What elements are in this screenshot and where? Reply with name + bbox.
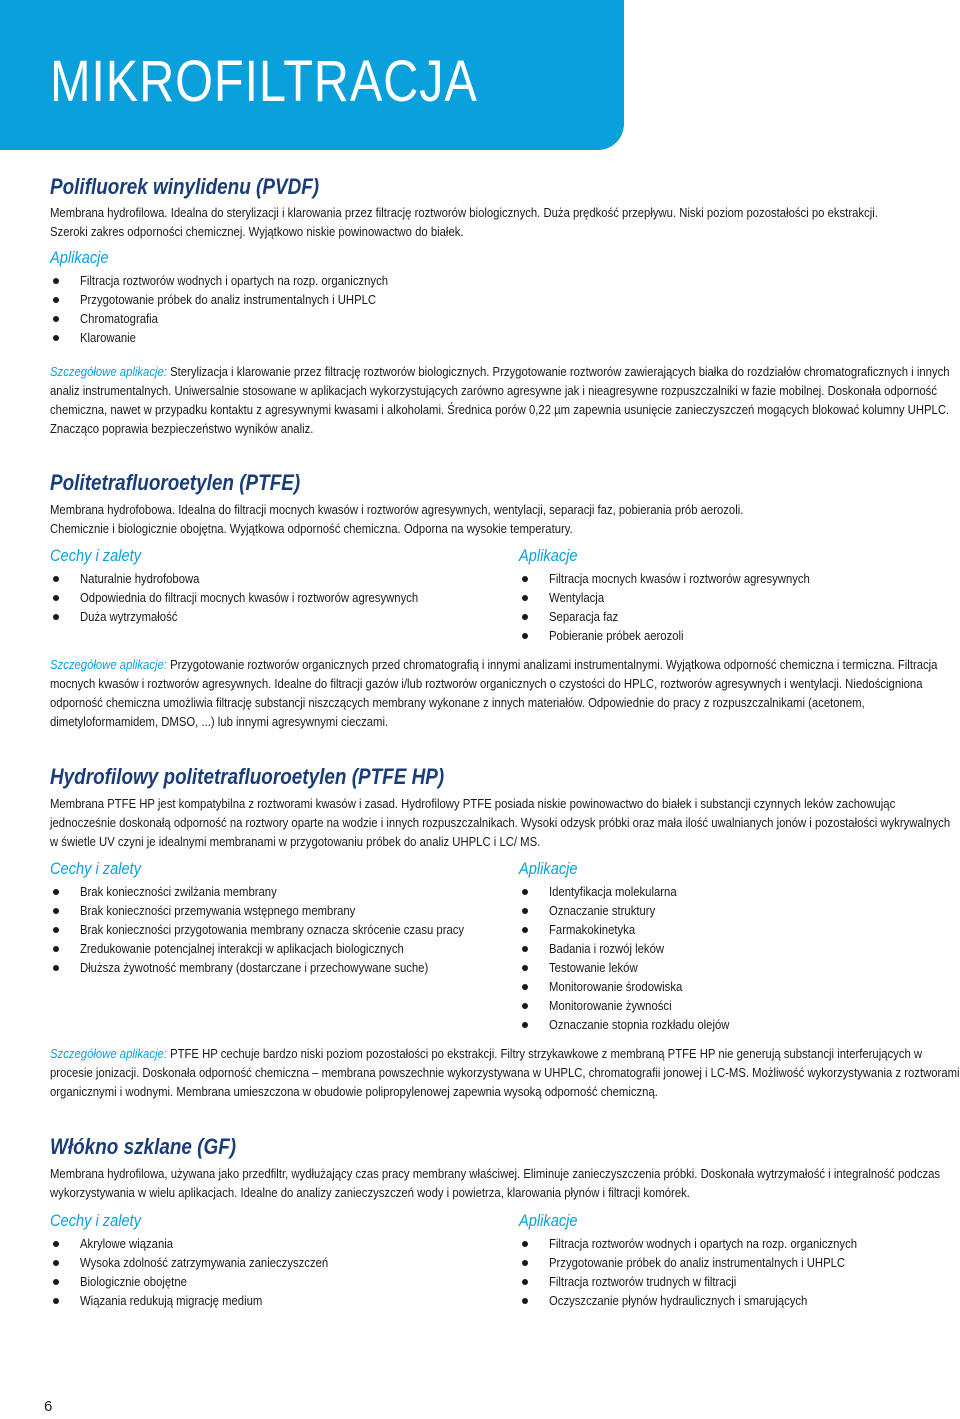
bullet-icon xyxy=(53,278,59,284)
list-item: Badania i rozwój leków xyxy=(519,939,959,958)
bullet-icon xyxy=(522,614,528,620)
bullet-icon xyxy=(522,1279,528,1285)
list-item: Chromatografia xyxy=(50,309,960,328)
list-item: Pobieranie próbek aerozoli xyxy=(519,626,959,645)
bullet-icon xyxy=(53,1241,59,1247)
bullet-icon xyxy=(522,595,528,601)
detailed-applications-label: Szczegółowe aplikacje: xyxy=(50,1046,167,1061)
bullet-icon xyxy=(53,927,59,933)
bullet-icon xyxy=(53,1279,59,1285)
bullet-icon xyxy=(522,946,528,952)
applications-column xyxy=(519,856,959,1034)
bullet-icon xyxy=(522,633,528,639)
list-item: Przygotowanie próbek do analiz instrumentalnych i UHPLC xyxy=(519,1253,959,1272)
list-item: Testowanie leków xyxy=(519,958,959,977)
features-column xyxy=(50,856,490,977)
detailed-applications: Szczegółowe aplikacje: Sterylizacja i klarowanie przez filtrację roztworów biologicznych. Przygotowanie roztworów zawierających białka do rozdziałów chromatograficznych i innych analiz instrumentalnych. Uniwersalnie stosowane w aplikacjach wykorzystujących zarówno agresywne jak i nieagresywne rozpuszczalniki w fazie mobilnej. Doskonała odporność chemiczna, nawet w przypadku kontaktu z agresywnymi kwasami i alkoholami. Średnica porów 0,22 µm zapewnia usunięcie zanieczyszczeń mogących blokować kolumny UHPLC. Znacząco poprawia bezpieczeństwo wyników analiz. xyxy=(50,364,950,436)
list-item: Filtracja roztworów wodnych i opartych na rozp. organicznych xyxy=(50,271,960,290)
bullet-icon xyxy=(53,576,59,582)
bullet-icon xyxy=(522,1022,528,1028)
bullet-icon xyxy=(522,889,528,895)
section-description: Chemicznie i biologicznie obojętna. Wyjątkowa odporność chemiczna. Odporna na wysokie temperatury. xyxy=(50,521,573,536)
list-item: Brak konieczności przygotowania membrany oznacza skrócenie czasu pracy xyxy=(50,920,490,939)
list-item: Monitorowanie środowiska xyxy=(519,977,959,996)
header-banner xyxy=(0,0,624,150)
bullet-icon xyxy=(522,1003,528,1009)
list-item: Filtracja roztworów trudnych w filtracji xyxy=(519,1272,959,1291)
list-item: Przygotowanie próbek do analiz instrumentalnych i UHPLC xyxy=(50,290,960,309)
applications-column xyxy=(519,1208,959,1310)
applications-list xyxy=(519,882,959,1034)
bullet-icon xyxy=(522,984,528,990)
detailed-applications: Szczegółowe aplikacje: Przygotowanie roztworów organicznych przed chromatografią i innymi analizami instrumentalnymi. Wyjątkowa odporność chemiczna i termiczna. Filtracja mocnych kwasów i roztworów agresywnych. Idealne do filtracji gazów i/lub roztworów organicznych o czystości do HPLC, roztworów agresywnych i wentylacji. Niedościgniona odporność chemiczna umożliwia filtrację substancji niszczących membrany wykonane z innych materiałów. Odpowiednie do pracy z rozpuszczalnikami (acetonem, dimetyloformamidem, DMSO, ...) lub innymi agresywnymi cieczami. xyxy=(50,657,938,729)
applications-list xyxy=(50,271,960,347)
bullet-icon xyxy=(53,335,59,341)
applications-heading: Aplikacje xyxy=(519,546,578,565)
list-item: Separacja faz xyxy=(519,607,959,626)
list-item: Oznaczanie stopnia rozkładu olejów xyxy=(519,1015,959,1034)
detailed-applications-label: Szczegółowe aplikacje: xyxy=(50,364,167,379)
bullet-icon xyxy=(53,908,59,914)
section-title: Politetrafluoroetylen (PTFE) xyxy=(50,470,301,495)
section-description: Membrana hydrofobowa. Idealna do filtracji mocnych kwasów i roztworów agresywnych, wentylacji, separacji faz, pobierania prób aerozoli. xyxy=(50,502,744,517)
bullet-icon xyxy=(522,908,528,914)
features-heading: Cechy i zalety xyxy=(50,546,142,565)
bullet-icon xyxy=(53,946,59,952)
bullet-icon xyxy=(53,1298,59,1304)
section-title: Polifluorek winylidenu (PVDF) xyxy=(50,174,320,199)
list-item: Odpowiednia do filtracji mocnych kwasów i roztworów agresywnych xyxy=(50,588,490,607)
features-list xyxy=(50,882,490,977)
applications-heading: Aplikacje xyxy=(50,248,109,267)
list-item: Filtracja mocnych kwasów i roztworów agresywnych xyxy=(519,569,959,588)
detailed-applications: Szczegółowe aplikacje: PTFE HP cechuje bardzo niski poziom pozostałości po ekstrakcji. Filtry strzykawkowe z membraną PTFE HP nie generują substancji interferujących w procesie jonizacji. Doskonała odporność chemiczna – membrana powszechnie wykorzystywana w UHPLC, chromatografii jonowej i LC-MS. Możliwość wykorzystywania z roztworami organicznymi i wodnymi. Membrana umieszczona w obudowie polipropylenowej zapewnia wysoką odporność chemiczną. xyxy=(50,1046,960,1099)
list-item: Akrylowe wiązania xyxy=(50,1234,490,1253)
list-item: Wiązania redukują migrację medium xyxy=(50,1291,490,1310)
features-heading: Cechy i zalety xyxy=(50,1211,142,1230)
list-item: Filtracja roztworów wodnych i opartych na rozp. organicznych xyxy=(519,1234,959,1253)
applications-list xyxy=(519,569,959,645)
list-item: Brak konieczności przemywania wstępnego membrany xyxy=(50,901,490,920)
section-ptfe xyxy=(50,468,960,731)
section-description: Membrana hydrofilowa. Idealna do sterylizacji i klarowania przez filtrację roztworów biologicznych. Duża prędkość przepływu. Niski poziom pozostałości po ekstrakcji. xyxy=(50,205,878,220)
list-item: Wentylacja xyxy=(519,588,959,607)
two-column-block xyxy=(50,543,960,650)
features-list xyxy=(50,1234,490,1310)
list-item: Monitorowanie żywności xyxy=(519,996,959,1015)
list-item: Identyfikacja molekularna xyxy=(519,882,959,901)
bullet-icon xyxy=(522,927,528,933)
applications-heading: Aplikacje xyxy=(519,1211,578,1230)
section-title: Hydrofilowy politetrafluoroetylen (PTFE HP) xyxy=(50,764,445,789)
applications-heading: Aplikacje xyxy=(519,859,578,878)
list-item: Biologicznie obojętne xyxy=(50,1272,490,1291)
bullet-icon xyxy=(53,297,59,303)
page-number: 6 xyxy=(44,1398,53,1415)
list-item: Farmakokinetyka xyxy=(519,920,959,939)
section-title: Włókno szklane (GF) xyxy=(50,1134,237,1159)
page-title: MIKROFILTRACJA xyxy=(50,49,478,114)
bullet-icon xyxy=(522,1260,528,1266)
list-item: Oznaczanie struktury xyxy=(519,901,959,920)
bullet-icon xyxy=(53,889,59,895)
bullet-icon xyxy=(53,316,59,322)
two-column-block xyxy=(50,856,960,1039)
features-column xyxy=(50,543,490,626)
section-description: Szeroki zakres odporności chemicznej. Wyjątkowo niskie powinowactwo do białek. xyxy=(50,224,464,239)
section-description: Membrana hydrofilowa, używana jako przedfiltr, wydłużający czas pracy membrany właściwej. Eliminuje zanieczyszczenia próbki. Doskonała wytrzymałość i integralność podczas wykorzystywania w wielu aplikacjach. Idealne do analizy zanieczyszczeń wody i powietrza, klarowania płynów i filtracji komórek. xyxy=(50,1166,941,1200)
bullet-icon xyxy=(522,576,528,582)
bullet-icon xyxy=(522,965,528,971)
two-column-block xyxy=(50,1208,960,1318)
applications-list xyxy=(519,1234,959,1310)
features-heading: Cechy i zalety xyxy=(50,859,142,878)
bullet-icon xyxy=(53,1260,59,1266)
list-item: Zredukowanie potencjalnej interakcji w aplikacjach biologicznych xyxy=(50,939,490,958)
features-list xyxy=(50,569,490,626)
section-ptfe-hp xyxy=(50,762,960,1101)
applications-column xyxy=(519,543,959,645)
bullet-icon xyxy=(53,614,59,620)
detailed-applications-label: Szczegółowe aplikacje: xyxy=(50,657,167,672)
section-description: Membrana PTFE HP jest kompatybilna z roztworami kwasów i zasad. Hydrofilowy PTFE posiada niskie powinowactwo do białek i substancji czynnych leków zachowując jednocześnie doskonałą odporność na roztwory oparte na wodzie i innych rozpuszczalnikach. Wysoki odzysk próbki oraz mała ilość uwalnianych jonów i pozostałości wykrywalnych w świetle UV czyni je idealnymi membranami w przygotowaniu próbek do analiz UHPLC i LC/ MS. xyxy=(50,796,951,849)
list-item: Naturalnie hydrofobowa xyxy=(50,569,490,588)
bullet-icon xyxy=(53,595,59,601)
section-gf xyxy=(50,1132,960,1318)
list-item: Dłuższa żywotność membrany (dostarczane i przechowywane suche) xyxy=(50,958,490,977)
bullet-icon xyxy=(522,1241,528,1247)
list-item: Wysoka zdolność zatrzymywania zanieczyszczeń xyxy=(50,1253,490,1272)
bullet-icon xyxy=(522,1298,528,1304)
list-item: Duża wytrzymałość xyxy=(50,607,490,626)
section-pvdf xyxy=(50,172,960,438)
list-item: Klarowanie xyxy=(50,328,960,347)
list-item: Brak konieczności zwilżania membrany xyxy=(50,882,490,901)
list-item: Oczyszczanie płynów hydraulicznych i smarujących xyxy=(519,1291,959,1310)
bullet-icon xyxy=(53,965,59,971)
features-column xyxy=(50,1208,490,1310)
